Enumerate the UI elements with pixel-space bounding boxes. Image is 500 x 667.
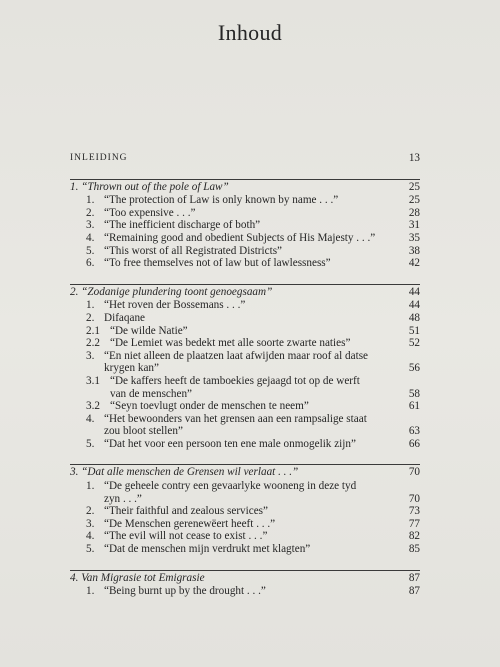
toc-entry-page: 31	[408, 219, 420, 232]
toc-entry-number: 1.	[86, 585, 95, 598]
toc-entry-number: 4.	[86, 231, 95, 244]
toc-entry-text: “Het bewoonders van het grensen aan een rampsalige staat	[104, 412, 367, 425]
toc-entry-label	[70, 194, 396, 207]
toc-entry	[70, 518, 420, 531]
toc-entry-number: 3.1	[86, 374, 100, 387]
toc-entry-page: 48	[408, 311, 420, 324]
toc-entry-label	[70, 257, 396, 270]
toc-entry-text: “Remaining good and obedient Subjects of His Majesty . . .”	[104, 231, 376, 244]
toc-entry-page: 35	[408, 231, 420, 244]
toc-entry-label	[70, 438, 396, 451]
toc-section	[70, 284, 420, 451]
toc-entry-page: 52	[408, 337, 420, 350]
toc-section-heading-row	[70, 179, 420, 194]
toc-entry-label	[70, 245, 396, 258]
toc-entry-number: 5.	[86, 543, 95, 556]
toc-entry-label	[70, 337, 396, 350]
toc-entry	[70, 219, 420, 232]
toc-entry-label	[70, 312, 396, 325]
toc-entry-label	[70, 530, 396, 543]
toc-entry	[70, 207, 420, 220]
toc-entry-text: “The protection of Law is only known by name . . .”	[104, 194, 339, 207]
toc-entry-label	[70, 543, 396, 556]
toc-entry-page: 66	[408, 437, 420, 450]
toc-entry-number: 2.	[86, 206, 95, 219]
toc-entry-page: 38	[408, 244, 420, 257]
toc-entry	[70, 257, 420, 270]
toc-entry-text: “De kaffers heeft de tamboekies gejaagd tot op de werft	[110, 374, 360, 387]
toc-entry-number: 1.	[86, 480, 95, 493]
toc-entry-page: 63	[408, 425, 420, 438]
toc-entry-page: 61	[408, 400, 420, 413]
page-title: Inhoud	[217, 20, 283, 45]
toc-entry	[70, 400, 420, 413]
toc-sections	[70, 179, 420, 598]
toc-entry	[70, 438, 420, 451]
toc-entry-label	[70, 480, 396, 505]
toc-entry	[70, 232, 420, 245]
toc-entry-label	[70, 505, 396, 518]
toc-entry	[70, 312, 420, 325]
toc-entry-label	[70, 219, 396, 232]
toc-entry-continuation: krygen kan”	[104, 362, 159, 375]
toc-entry-number: 3.	[86, 517, 95, 530]
toc-entry-text: “De wilde Natie”	[110, 324, 188, 337]
toc-entry-text: “Being burnt up by the drought . . .”	[104, 585, 266, 598]
toc-entry	[70, 337, 420, 350]
toc-section-heading-row	[70, 570, 420, 585]
toc-entry-number: 2.2	[86, 337, 100, 350]
toc-entry-number: 1.	[86, 299, 95, 312]
toc-entry-page: 58	[408, 387, 420, 400]
toc-entry-number: 1.	[86, 194, 95, 207]
toc-entry-number: 4.	[86, 412, 95, 425]
toc-entry-text: “The inefficient discharge of both”	[104, 219, 261, 232]
toc-entry-number: 3.2	[86, 400, 100, 413]
toc-section-heading: 2. “Zodanige plundering toont genoegsaam”	[70, 285, 273, 298]
toc-entry-label	[70, 375, 396, 400]
toc-entry-label	[70, 518, 396, 531]
toc-entry-continuation: zou bloot stellen”	[104, 425, 183, 438]
toc-entry-text: “This worst of all Registrated Districts”	[104, 244, 283, 257]
toc-section-page: 44	[408, 285, 420, 298]
toc-entry-text: “Het roven der Bossemans . . .”	[104, 299, 246, 312]
toc-section-heading: 4. Van Migrasie tot Emigrasie	[70, 571, 205, 584]
toc-entry	[70, 350, 420, 375]
toc-entry-number: 4.	[86, 530, 95, 543]
toc-entry-page: 51	[408, 324, 420, 337]
toc-intro-page: 13	[408, 152, 420, 164]
toc-entry-page: 25	[408, 194, 420, 207]
toc-entry	[70, 530, 420, 543]
toc-entry-page: 85	[408, 543, 420, 556]
toc-entry-label	[70, 413, 396, 438]
toc-entry-number: 2.	[86, 505, 95, 518]
toc-section	[70, 179, 420, 270]
toc-entry	[70, 505, 420, 518]
toc-entry-label	[70, 232, 396, 245]
toc-entry-label	[70, 350, 396, 375]
toc-intro-label: INLEIDING	[70, 153, 128, 163]
toc-entry-label	[70, 400, 396, 413]
toc-entry-page: 44	[408, 299, 420, 312]
toc-section-page: 87	[408, 571, 420, 584]
toc-entry-label	[70, 585, 396, 598]
toc-entry-text: “De geheele contry een gevaarlyke wooneng in deze tyd	[104, 480, 357, 493]
toc-entry-text: “To free themselves not of law but of lawlessness”	[104, 257, 331, 270]
toc-entry-text: “Seyn toevlugt onder de menschen te neem”	[110, 400, 309, 413]
toc-entry-continuation: van de menschen”	[110, 387, 193, 400]
toc-entry-text: Difaqane	[104, 311, 145, 324]
toc-intro-row	[70, 152, 420, 165]
toc-entry-page: 56	[408, 362, 420, 375]
toc-entry-text: “Their faithful and zealous services”	[104, 505, 269, 518]
toc-entry-page: 82	[408, 530, 420, 543]
toc-entry	[70, 375, 420, 400]
toc-entry-text: “Dat het voor een persoon ten ene male onmogelik zijn”	[104, 437, 356, 450]
toc-entry	[70, 543, 420, 556]
toc-entry-page: 73	[408, 505, 420, 518]
toc-entry-label	[70, 207, 396, 220]
toc-entry-number: 3.	[86, 219, 95, 232]
table-of-contents	[70, 152, 420, 598]
toc-entry-number: 2.1	[86, 324, 100, 337]
toc-entry-text: “The evil will not cease to exist . . .”	[104, 530, 268, 543]
toc-entry	[70, 480, 420, 505]
toc-entry-text: “De Lemiet was bedekt met alle soorte zwarte naties”	[110, 337, 351, 350]
toc-section	[70, 570, 420, 598]
toc-entry-text: “En niet alleen de plaatzen laat afwijden maar roof al datse	[104, 349, 369, 362]
toc-entry-number: 6.	[86, 257, 95, 270]
toc-section	[70, 464, 420, 555]
toc-section-page: 70	[408, 466, 420, 479]
toc-entry	[70, 413, 420, 438]
toc-entry-number: 2.	[86, 311, 95, 324]
toc-entry-label	[70, 299, 396, 312]
toc-entry-text: “Dat de menschen mijn verdrukt met klagten”	[104, 543, 311, 556]
toc-entry-number: 5.	[86, 244, 95, 257]
toc-section-page: 25	[408, 180, 420, 193]
toc-entry	[70, 299, 420, 312]
toc-entry-label	[70, 325, 396, 338]
toc-entry-text: “Too expensive . . .”	[104, 206, 196, 219]
toc-entry-number: 5.	[86, 437, 95, 450]
toc-section-heading-row	[70, 464, 420, 479]
toc-entry-number: 3.	[86, 349, 95, 362]
toc-entry-text: “De Menschen gerenewëert heeft . . .”	[104, 517, 276, 530]
toc-entry-page: 77	[408, 517, 420, 530]
toc-entry	[70, 194, 420, 207]
toc-entry	[70, 585, 420, 598]
toc-section-heading-row	[70, 284, 420, 299]
toc-entry-page: 70	[408, 492, 420, 505]
toc-entry	[70, 325, 420, 338]
toc-entry-page: 28	[408, 206, 420, 219]
toc-entry-page: 87	[408, 585, 420, 598]
toc-entry	[70, 245, 420, 258]
toc-section-heading: 1. “Thrown out of the pole of Law”	[70, 180, 229, 193]
toc-entry-page: 42	[408, 257, 420, 270]
toc-entry-continuation: zyn . . .”	[104, 492, 142, 505]
toc-section-heading: 3. “Dat alle menschen de Grensen wil verlaat . . .”	[70, 466, 299, 479]
